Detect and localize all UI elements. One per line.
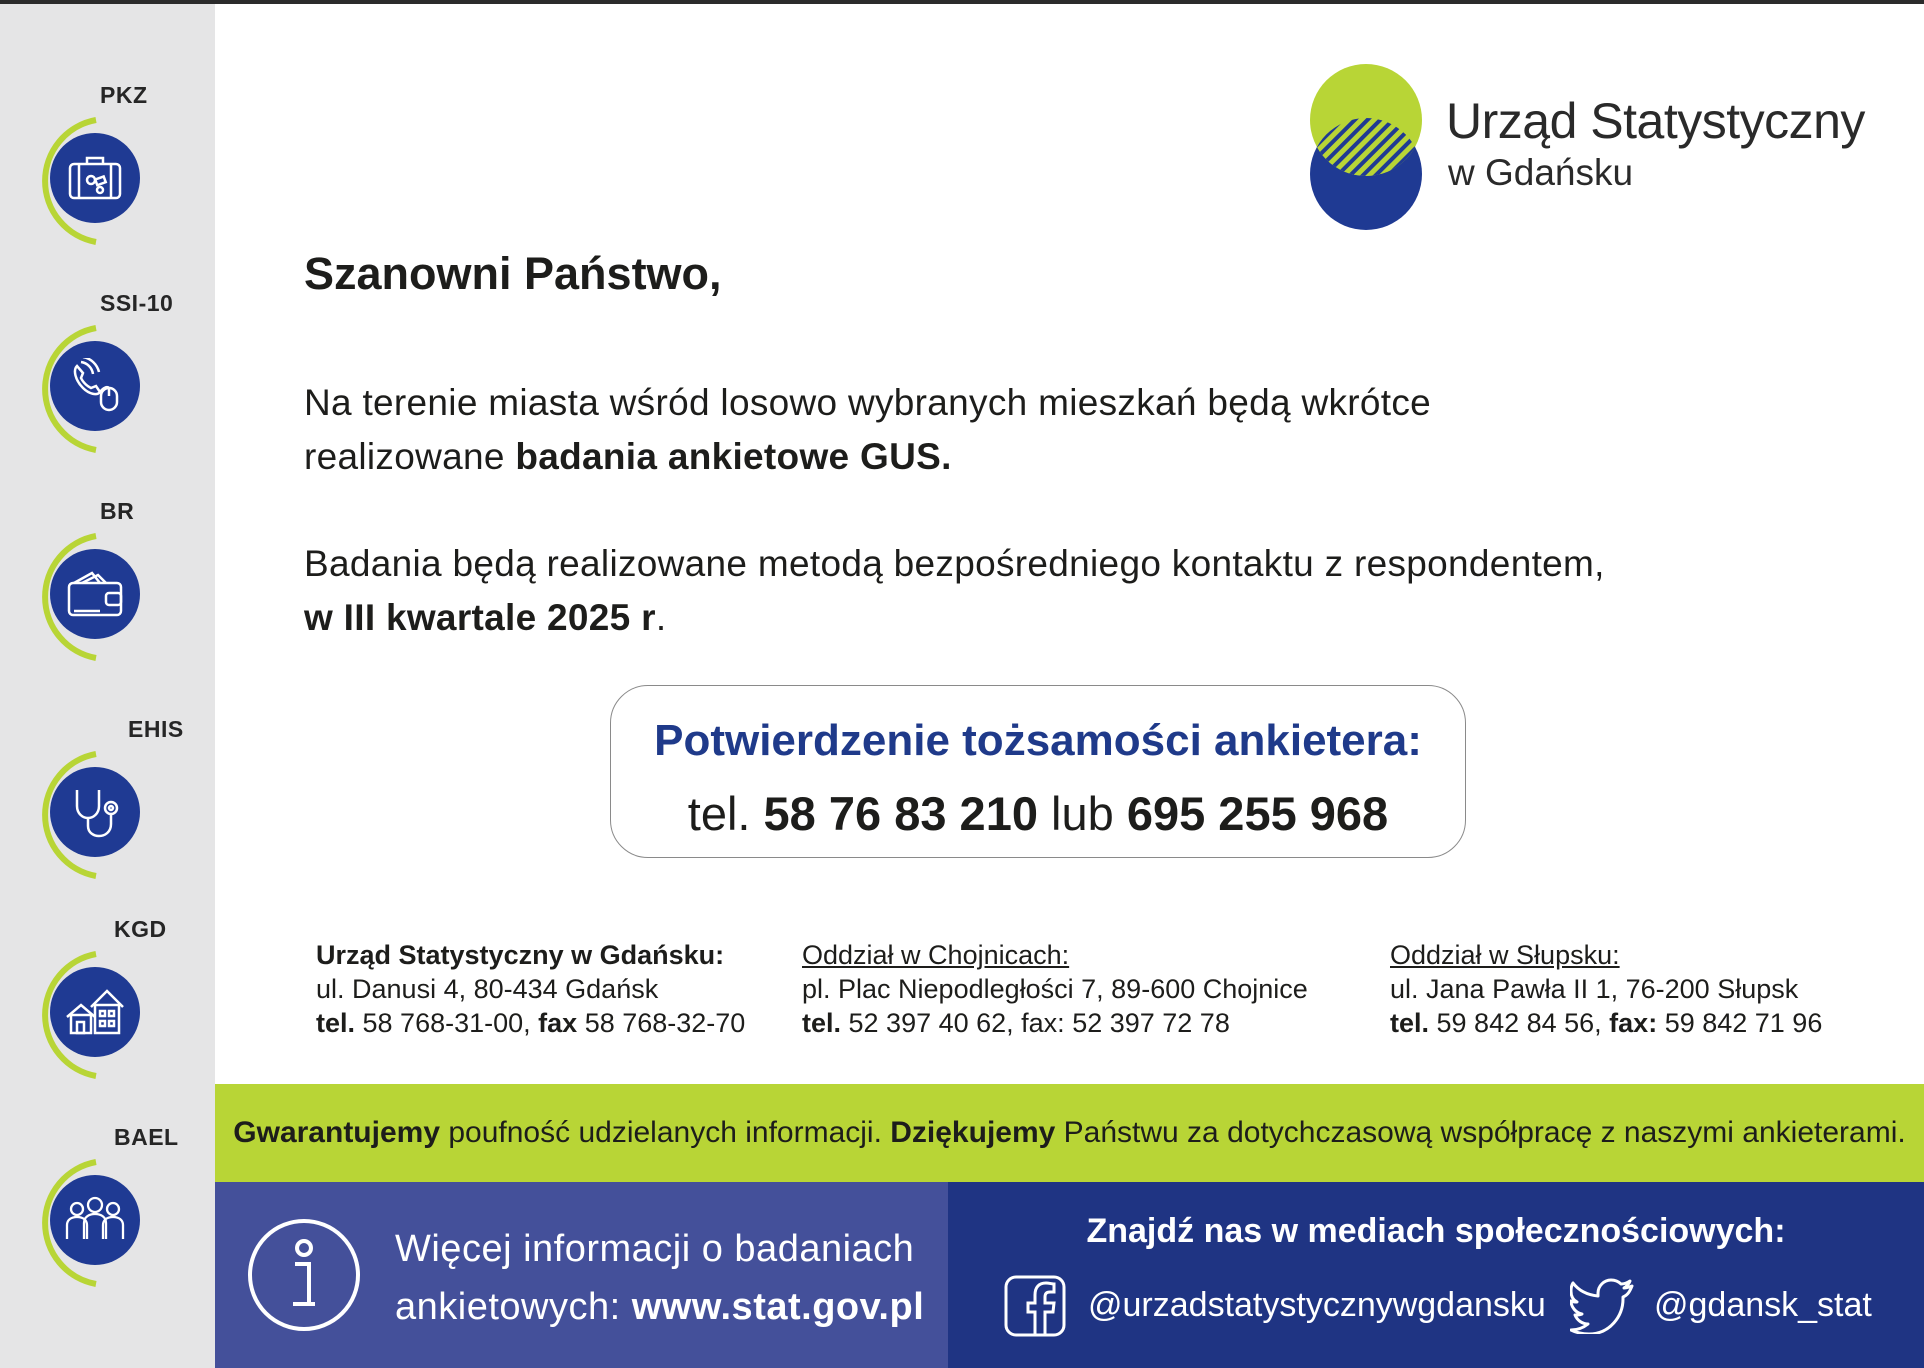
facebook-icon[interactable] — [1003, 1274, 1067, 1338]
intro-line-2-bold: badania ankietowe GUS. — [515, 436, 952, 477]
survey-sidebar — [0, 4, 215, 1368]
sidebar-item-br[interactable] — [0, 498, 215, 658]
more-info-panel — [215, 1182, 948, 1368]
more-info-prefix: ankietowych: — [395, 1286, 632, 1328]
confidentiality-band — [215, 1084, 1924, 1182]
method-line-1: Badania będą realizowane metodą bezpośredniego kontaktu z respondentem, — [304, 543, 1605, 584]
intro-paragraph — [304, 376, 1431, 484]
method-line-2-bold: w III kwartale 2025 r — [304, 597, 656, 638]
stethoscope-icon — [50, 767, 140, 857]
sidebar-item-kgd[interactable] — [0, 916, 215, 1076]
fax-label: fax: — [1609, 1008, 1658, 1038]
tel-value: 58 768-31-00, — [355, 1008, 539, 1038]
method-paragraph — [304, 537, 1605, 645]
suitcase-icon — [50, 133, 140, 223]
sidebar-item-label: SSI-10 — [100, 290, 174, 316]
band-bold-1: Gwarantujemy — [233, 1116, 441, 1149]
phone-number-1[interactable]: 58 76 83 210 — [763, 787, 1038, 840]
houses-icon — [50, 967, 140, 1057]
sidebar-item-ssi-10[interactable] — [0, 290, 215, 450]
greeting-heading: Szanowni Państwo, — [304, 248, 722, 299]
band-text-2: Państwu za dotychczasową współpracę z naszymi ankieterami. — [1055, 1116, 1906, 1149]
wallet-icon — [50, 549, 140, 639]
office-name: Oddział w Słupsku: — [1390, 940, 1620, 970]
fax-value: 59 842 71 96 — [1657, 1008, 1823, 1038]
stat-website-link[interactable]: www.stat.gov.pl — [631, 1286, 925, 1328]
tel-value: 52 397 40 62, fax: 52 397 72 78 — [841, 1008, 1230, 1038]
confirmation-title: Potwierdzenie tożsamości ankietera: — [654, 716, 1422, 765]
logo-title: Urząd Statystyczny — [1446, 93, 1865, 149]
office-gdansk — [316, 938, 745, 1040]
social-title: Znajdź nas w mediach społecznościowych: — [1086, 1212, 1786, 1250]
office-name: Oddział w Chojnicach: — [802, 940, 1070, 970]
office-slupsk — [1390, 938, 1822, 1040]
sidebar-item-bael[interactable] — [0, 1124, 215, 1284]
intro-line-1: Na terenie miasta wśród losowo wybranych mieszkań będą wkrótce — [304, 382, 1432, 423]
band-text-1: poufność udzielanych informacji. — [440, 1116, 891, 1149]
intro-line-2-text: realizowane — [304, 436, 516, 477]
sidebar-item-label: PKZ — [100, 82, 148, 108]
confirmation-phones — [611, 786, 1465, 841]
phone-number-2[interactable]: 695 255 968 — [1126, 787, 1389, 840]
identity-confirmation-box — [610, 685, 1466, 858]
social-media-panel — [948, 1182, 1924, 1368]
fax-label: fax — [538, 1008, 578, 1038]
office-contact — [1390, 1006, 1822, 1040]
confidentiality-text — [215, 1084, 1924, 1182]
sidebar-item-pkz[interactable] — [0, 82, 215, 242]
sidebar-item-ehis[interactable] — [0, 716, 215, 876]
office-name: Urząd Statystyczny w Gdańsku: — [316, 940, 725, 970]
office-contact — [316, 1006, 745, 1040]
sidebar-item-label: BR — [100, 498, 135, 524]
phone-mouse-icon — [50, 341, 140, 431]
office-address: ul. Danusi 4, 80-434 Gdańsk — [316, 974, 659, 1004]
method-line-2-suffix: . — [655, 597, 667, 638]
office-address: pl. Plac Niepodległości 7, 89-600 Chojnice — [802, 974, 1308, 1004]
tel-label: tel. — [316, 1008, 356, 1038]
office-logo — [1308, 62, 1865, 232]
sidebar-item-label: EHIS — [128, 716, 184, 742]
twitter-icon[interactable] — [1570, 1278, 1636, 1334]
office-chojnice — [802, 938, 1308, 1040]
tel-prefix: tel. — [687, 787, 764, 840]
tel-value: 59 842 84 56, — [1429, 1008, 1610, 1038]
people-icon — [50, 1175, 140, 1265]
top-border — [0, 0, 1924, 4]
more-info-text — [395, 1220, 924, 1336]
info-icon — [245, 1216, 363, 1334]
intro-line-2 — [304, 430, 1431, 484]
method-line-2 — [304, 591, 1605, 645]
sidebar-item-label: BAEL — [114, 1124, 179, 1150]
fax-value: 58 768-32-70 — [577, 1008, 746, 1038]
or-text: lub — [1037, 787, 1127, 840]
sidebar-item-label: KGD — [114, 916, 167, 942]
twitter-handle[interactable]: @gdansk_stat — [1654, 1286, 1872, 1324]
tel-label: tel. — [1390, 1008, 1430, 1038]
tel-label: tel. — [802, 1008, 842, 1038]
facebook-handle[interactable]: @urzadstatystycznywgdansku — [1088, 1286, 1546, 1324]
more-info-line-1: Więcej informacji o badaniach — [395, 1228, 915, 1270]
office-address: ul. Jana Pawła II 1, 76-200 Słupsk — [1390, 974, 1799, 1004]
band-bold-2: Dziękujemy — [890, 1116, 1056, 1149]
logo-subtitle: w Gdańsku — [1448, 152, 1634, 193]
logo-mark-icon — [1308, 62, 1424, 232]
office-contact — [802, 1006, 1308, 1040]
more-info-line-2 — [395, 1278, 924, 1336]
